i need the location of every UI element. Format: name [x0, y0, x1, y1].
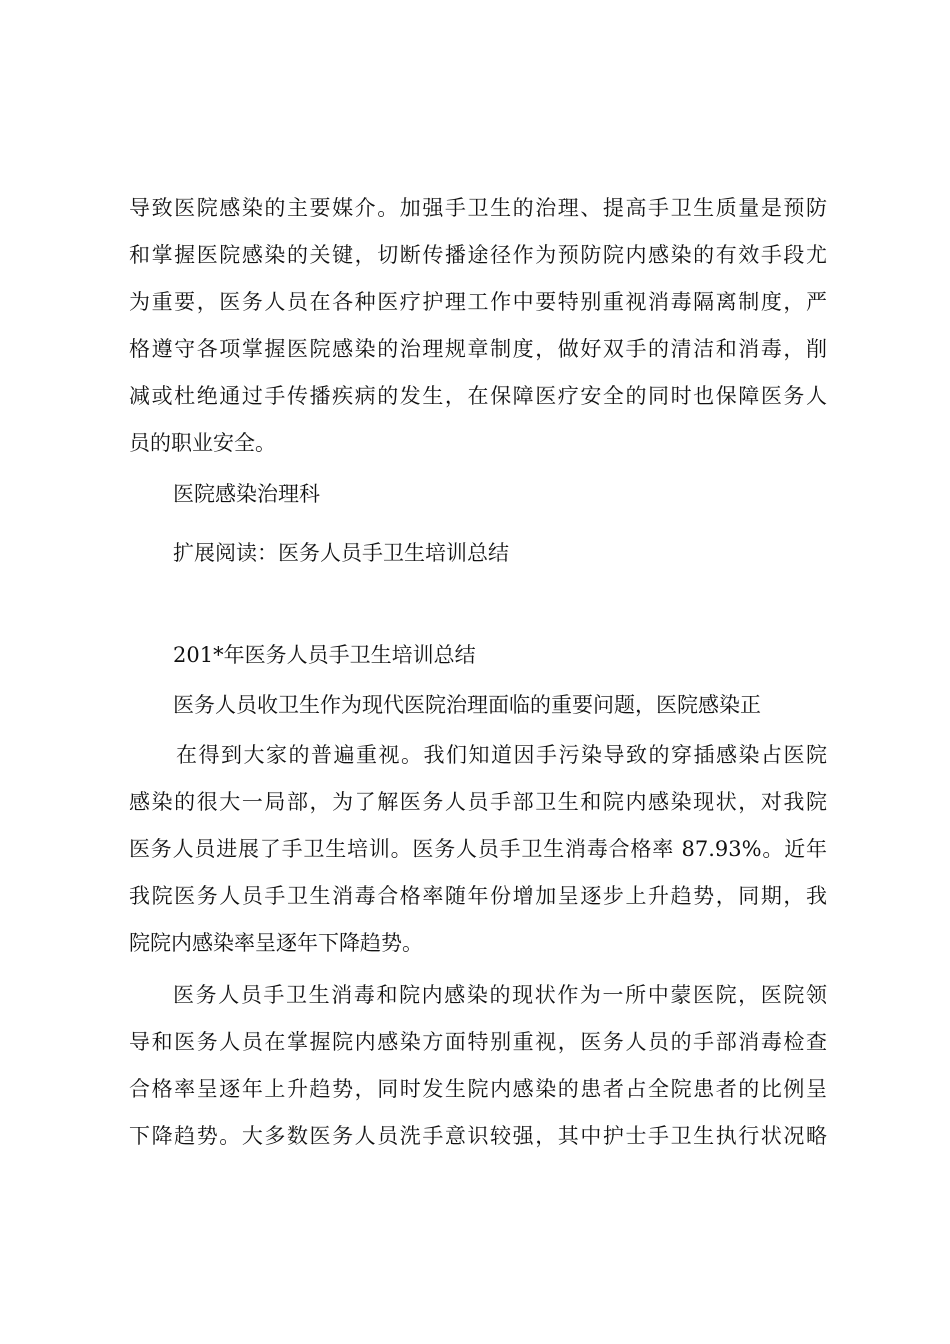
- body-line: 减或杜绝通过手传播疾病的发生，在保障医疗安全的同时也保障医务人: [129, 384, 827, 408]
- body-line: 感染的很大一局部，为了解医务人员手部卫生和院内感染现状，对我院: [129, 790, 827, 814]
- body-line: 在得到大家的普遍重视。我们知道因手污染导致的穿插感染占医院: [176, 743, 827, 767]
- body-line: 医务人员进展了手卫生培训。医务人员手卫生消毒合格率 87.93%。近年: [129, 837, 827, 861]
- body-line: 医务人员收卫生作为现代医院治理面临的重要问题，医院感染正: [173, 693, 761, 717]
- body-line: 合格率呈逐年上升趋势，同时发生院内感染的患者占全院患者的比例呈: [129, 1077, 827, 1101]
- body-line: 下降趋势。大多数医务人员洗手意识较强，其中护士手卫生执行状况略: [129, 1124, 827, 1148]
- body-line: 院院内感染率呈逐年下降趋势。: [129, 931, 423, 955]
- body-line: 员的职业安全。: [129, 431, 276, 455]
- body-line: 为重要，医务人员在各种医疗护理工作中要特别重视消毒隔离制度，严: [129, 290, 827, 314]
- body-line: 格遵守各项掌握医院感染的治理规章制度，做好双手的清洁和消毒，削: [129, 337, 827, 361]
- body-line: 和掌握医院感染的关键，切断传播途径作为预防院内感染的有效手段尤: [129, 243, 827, 267]
- body-line: 导致医院感染的主要媒介。加强手卫生的治理、提高手卫生质量是预防: [129, 196, 827, 220]
- body-line: 医务人员手卫生消毒和院内感染的现状作为一所中蒙医院，医院领: [173, 983, 827, 1007]
- extended-reading: 扩展阅读：医务人员手卫生培训总结: [173, 541, 509, 565]
- signature: 医院感染治理科: [173, 482, 320, 506]
- article-title: 201*年医务人员手卫生培训总结: [173, 643, 476, 667]
- body-line: 导和医务人员在掌握院内感染方面特别重视，医务人员的手部消毒检查: [129, 1030, 827, 1054]
- body-line: 我院医务人员手卫生消毒合格率随年份增加呈逐步上升趋势，同期，我: [129, 884, 827, 908]
